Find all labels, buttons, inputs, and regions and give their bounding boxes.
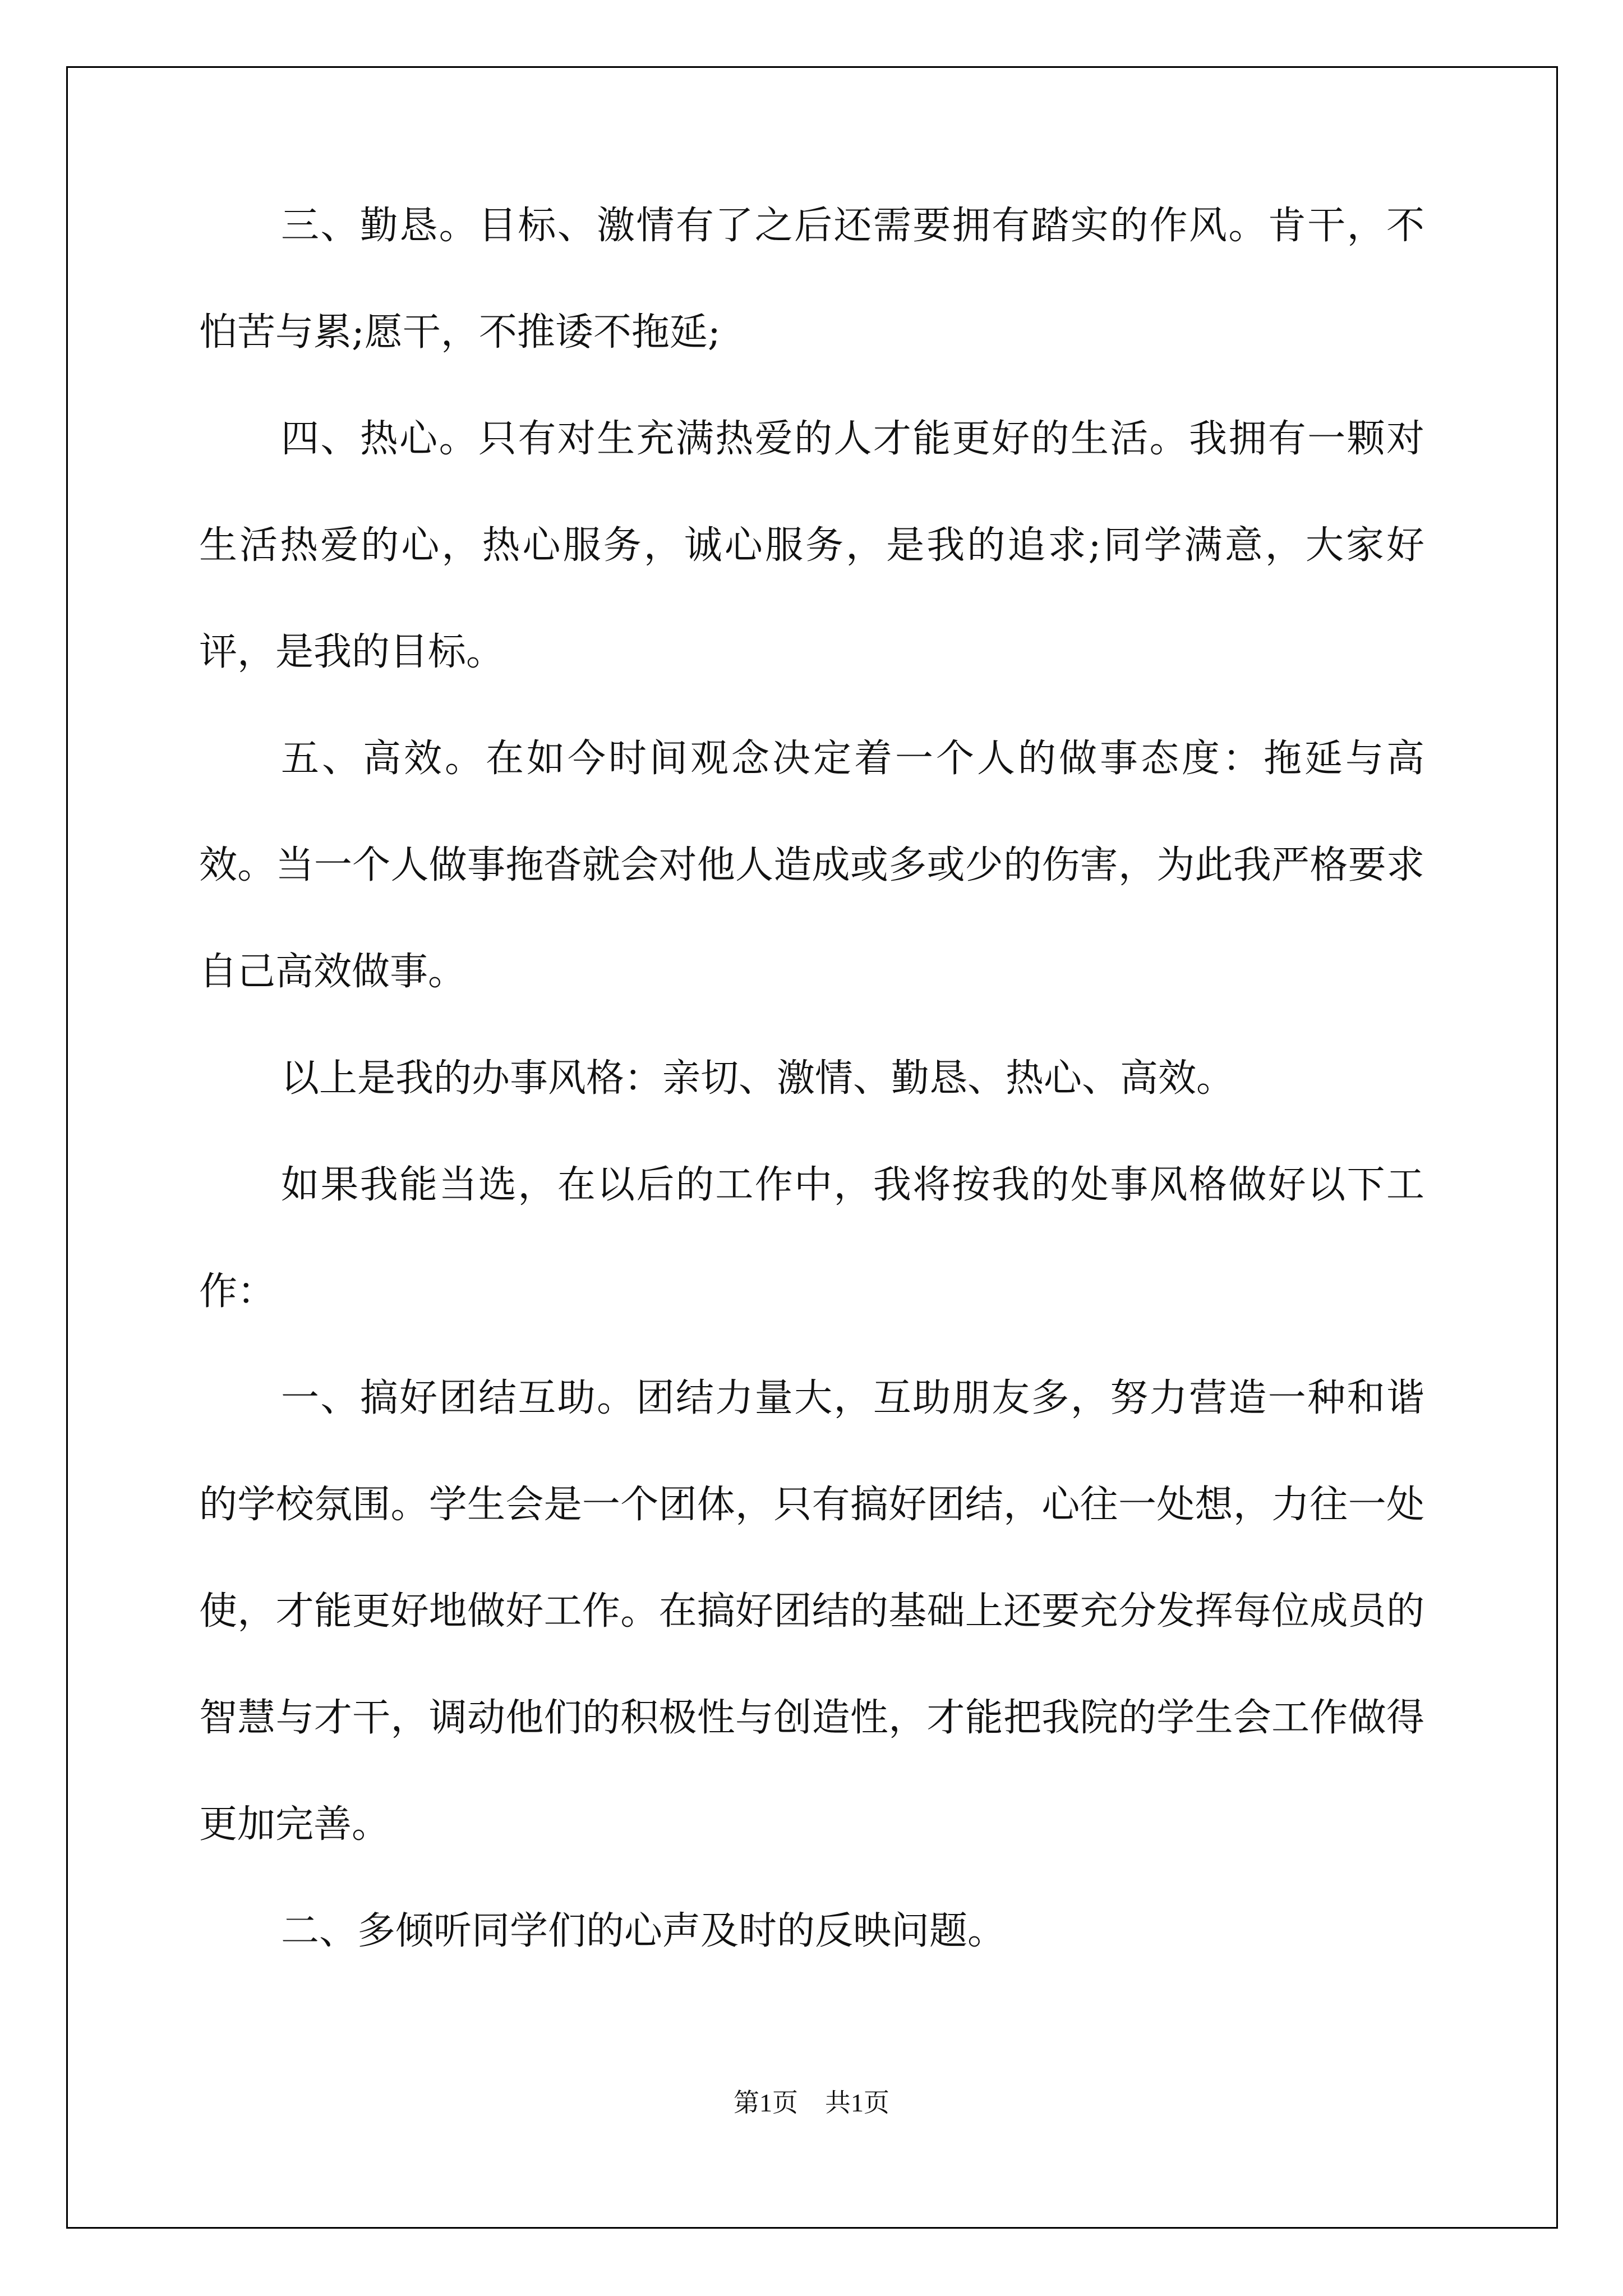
paragraph-efficiency: 五、高效。在如今时间观念决定着一个人的做事态度：拖延与高效。当一个人做事拖沓就会对他人造成或多或少的伤害，为此我严格要求自己高效做事。 — [199, 737, 1424, 994]
paragraph-listen: 二、多倾听同学们的心声及时的反映问题。 — [281, 1909, 1006, 1953]
page-total: 共1页 — [825, 2088, 889, 2117]
page-number: 第1页 — [734, 2088, 798, 2117]
paragraph-style-summary: 以上是我的办事风格：亲切、激情、勤恳、热心、高效。 — [281, 1056, 1235, 1101]
document-body — [199, 173, 1424, 1985]
paragraph-work-intro: 如果我能当选，在以后的工作中，我将按我的处事风格做好以下工作： — [199, 1163, 1424, 1314]
paragraph-enthusiasm: 四、热心。只有对生充满热爱的人才能更好的生活。我拥有一颗对生活热爱的心，热心服务，诚心服务，是我的追求;同学满意，大家好评，是我的目标。 — [199, 417, 1424, 674]
paragraph-unity: 一、搞好团结互助。团结力量大，互助朋友多，努力营造一种和谐的学校氛围。学生会是一个团体，只有搞好团结，心往一处想，力往一处使，才能更好地做好工作。在搞好团结的基础上还要充分发挥每位成员的智慧与才干，调动他们的积极性与创造性，才能把我院的学生会工作做得更加完善。 — [199, 1376, 1424, 1847]
paragraph-diligence: 三、勤恳。目标、激情有了之后还需要拥有踏实的作风。肯干，不怕苦与累;愿干，不推诿不拖延; — [199, 204, 1424, 355]
page-footer — [0, 2082, 1623, 2119]
